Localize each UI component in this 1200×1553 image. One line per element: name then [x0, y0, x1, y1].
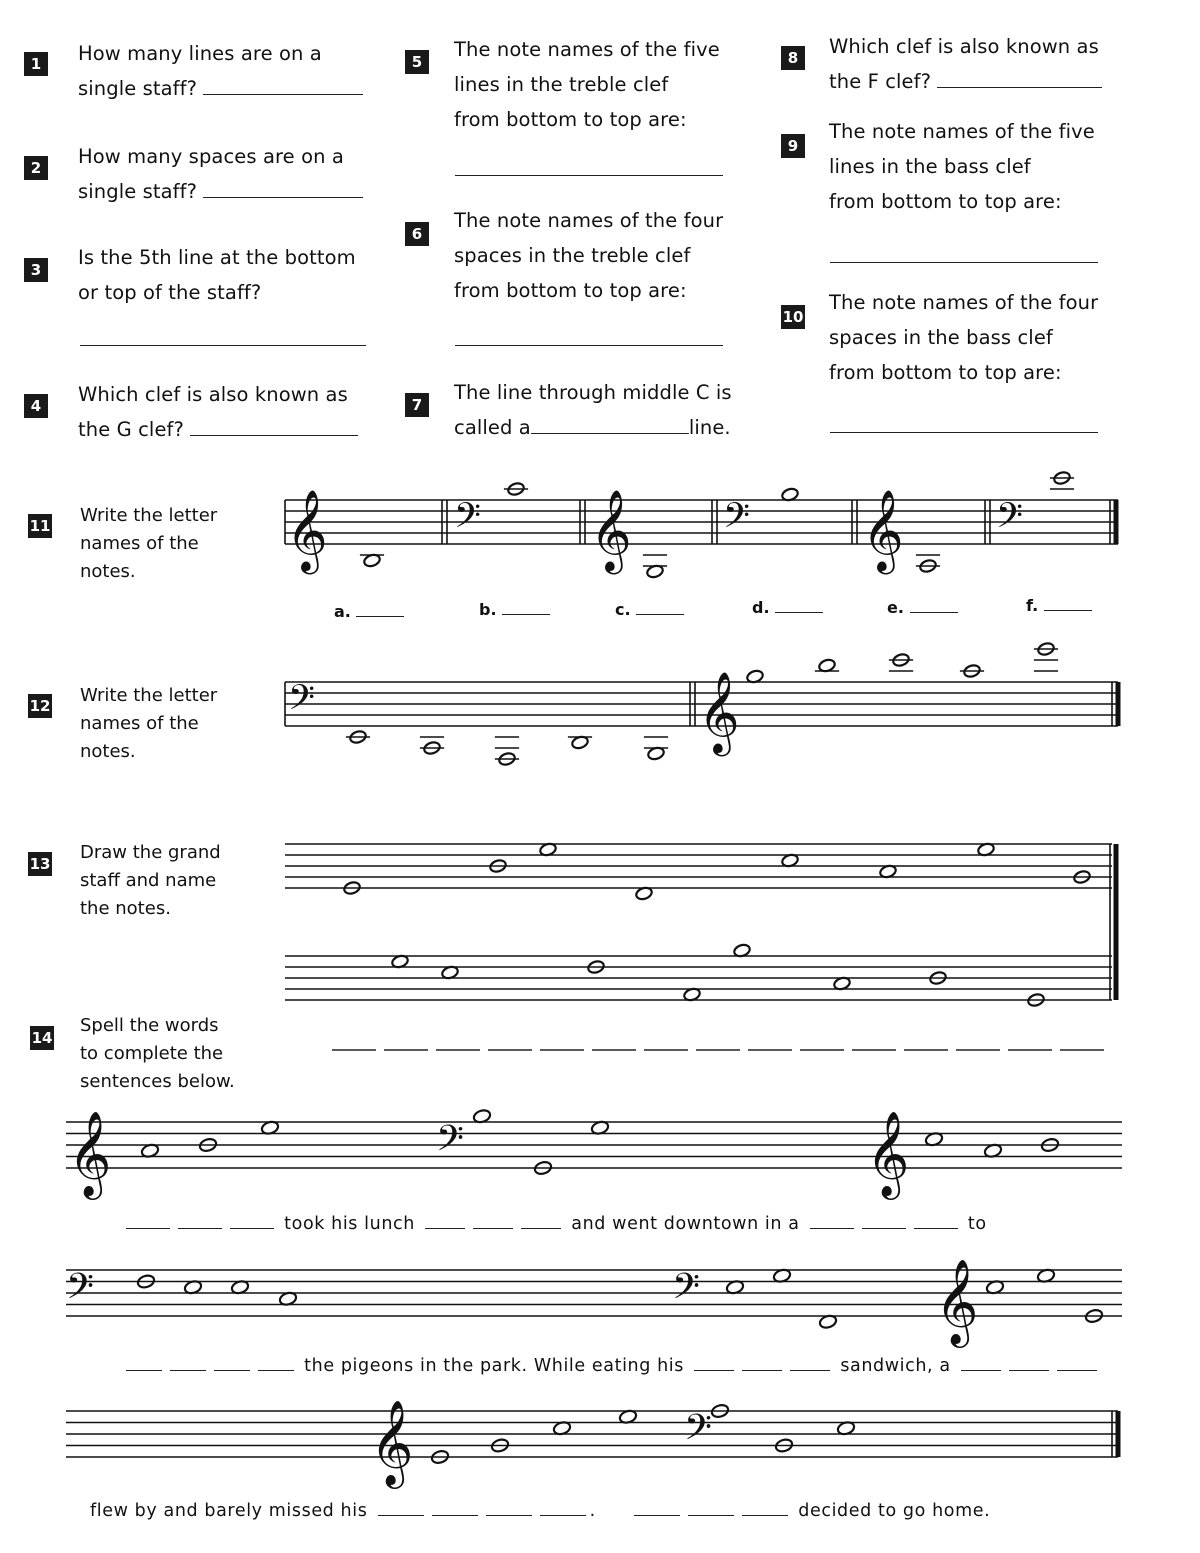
- bass-clef-icon: 𝄢: [454, 495, 481, 545]
- label-line: sentences below.: [80, 1071, 235, 1092]
- question-6-line3: from bottom to top are:: [454, 279, 687, 302]
- label-line: the notes.: [80, 898, 171, 919]
- sentence-text: decided to go home.: [798, 1501, 991, 1521]
- label-line: names of the: [80, 533, 199, 554]
- label-line: Spell the words: [80, 1015, 219, 1036]
- bass-clef-icon: 𝄢: [996, 495, 1023, 545]
- question-6-line2: spaces in the treble clef: [454, 244, 691, 267]
- exercise-13-number: 13: [28, 852, 52, 876]
- sentence-text: flew by and barely missed his: [90, 1501, 368, 1521]
- question-5-line2: lines in the treble clef: [454, 73, 669, 96]
- question-5-line3: from bottom to top are:: [454, 108, 687, 131]
- bass-clef-icon: 𝄢: [288, 677, 315, 727]
- sentence-text: the pigeons in the park. While eating his: [304, 1356, 684, 1376]
- treble-clef-icon: 𝄞: [68, 1111, 112, 1197]
- ex11-letter-f: f.: [1026, 596, 1092, 615]
- question-3-number: 3: [24, 258, 48, 282]
- question-9-line1: The note names of the five: [829, 120, 1095, 143]
- question-10-line3: from bottom to top are:: [829, 361, 1062, 384]
- question-9-line2: lines in the bass clef: [829, 155, 1031, 178]
- sentence-text: sandwich, a: [840, 1356, 951, 1376]
- question-9-number: 9: [781, 134, 805, 158]
- label-line: to complete the: [80, 1043, 224, 1064]
- question-1-line1: How many lines are on a: [78, 42, 322, 65]
- question-10-line2: spaces in the bass clef: [829, 326, 1053, 349]
- ex11-letter-b: b.: [479, 600, 550, 619]
- question-7-line2a: called a: [454, 416, 531, 439]
- sentence-text: took his lunch: [284, 1214, 415, 1234]
- bass-clef-icon: 𝄢: [66, 1265, 95, 1317]
- label-line: Draw the grand: [80, 842, 221, 863]
- question-5-number: 5: [405, 50, 429, 74]
- question-5-line1: The note names of the five: [454, 38, 720, 61]
- label-line: notes.: [80, 741, 136, 762]
- question-7-line1: The line through middle C is: [454, 381, 732, 404]
- sentence-text: to: [967, 1214, 987, 1234]
- sentence-text: .: [589, 1501, 596, 1521]
- label-line: Write the letter: [80, 505, 218, 526]
- question-1-number: 1: [24, 52, 48, 76]
- question-2-line2: single staff?: [78, 180, 198, 203]
- question-3-line2: or top of the staff?: [78, 281, 262, 304]
- treble-clef-icon: 𝄞: [590, 488, 632, 571]
- exercise-11-number: 11: [28, 514, 52, 538]
- question-8-line1: Which clef is also known as: [829, 35, 1099, 58]
- ex11-letter-d: d.: [752, 598, 823, 617]
- ex11-letter-c: c.: [615, 600, 684, 619]
- treble-clef-icon: 𝄞: [286, 488, 328, 571]
- question-4-number: 4: [24, 394, 48, 418]
- question-8-line2: the F clef?: [829, 70, 932, 93]
- treble-clef-icon: 𝄞: [370, 1400, 414, 1486]
- question-10-number: 10: [781, 305, 805, 329]
- label-line: notes.: [80, 561, 136, 582]
- treble-clef-icon: 𝄞: [935, 1259, 979, 1345]
- label-line: Write the letter: [80, 685, 218, 706]
- question-2-number: 2: [24, 156, 48, 180]
- question-7-line2b: line.: [688, 416, 731, 439]
- ex11-letter-a: a.: [334, 602, 404, 621]
- treble-clef-icon: 𝄞: [862, 488, 904, 571]
- question-8-number: 8: [781, 46, 805, 70]
- sentence-text: and went downtown in a: [571, 1214, 800, 1234]
- bass-clef-icon: 𝄢: [672, 1265, 701, 1317]
- question-7-number: 7: [405, 393, 429, 417]
- question-4-line1: Which clef is also known as: [78, 383, 348, 406]
- exercise-14-number: 14: [30, 1026, 54, 1050]
- question-10-line1: The note names of the four: [829, 291, 1099, 314]
- exercise-12-number: 12: [28, 694, 52, 718]
- question-6-number: 6: [405, 222, 429, 246]
- question-9-line3: from bottom to top are:: [829, 190, 1062, 213]
- question-6-line1: The note names of the four: [454, 209, 724, 232]
- question-2-line1: How many spaces are on a: [78, 145, 344, 168]
- label-line: names of the: [80, 713, 199, 734]
- bass-clef-icon: 𝄢: [684, 1406, 713, 1458]
- treble-clef-icon: 𝄞: [866, 1111, 910, 1197]
- question-3-line1: Is the 5th line at the bottom: [78, 246, 356, 269]
- label-line: staff and name: [80, 870, 217, 891]
- ex11-letter-e: e.: [887, 598, 958, 617]
- question-4-line2: the G clef?: [78, 418, 184, 441]
- question-1-line2: single staff?: [78, 77, 198, 100]
- treble-clef-icon: 𝄞: [698, 670, 740, 753]
- bass-clef-icon: 𝄢: [436, 1117, 465, 1169]
- bass-clef-icon: 𝄢: [723, 495, 750, 545]
